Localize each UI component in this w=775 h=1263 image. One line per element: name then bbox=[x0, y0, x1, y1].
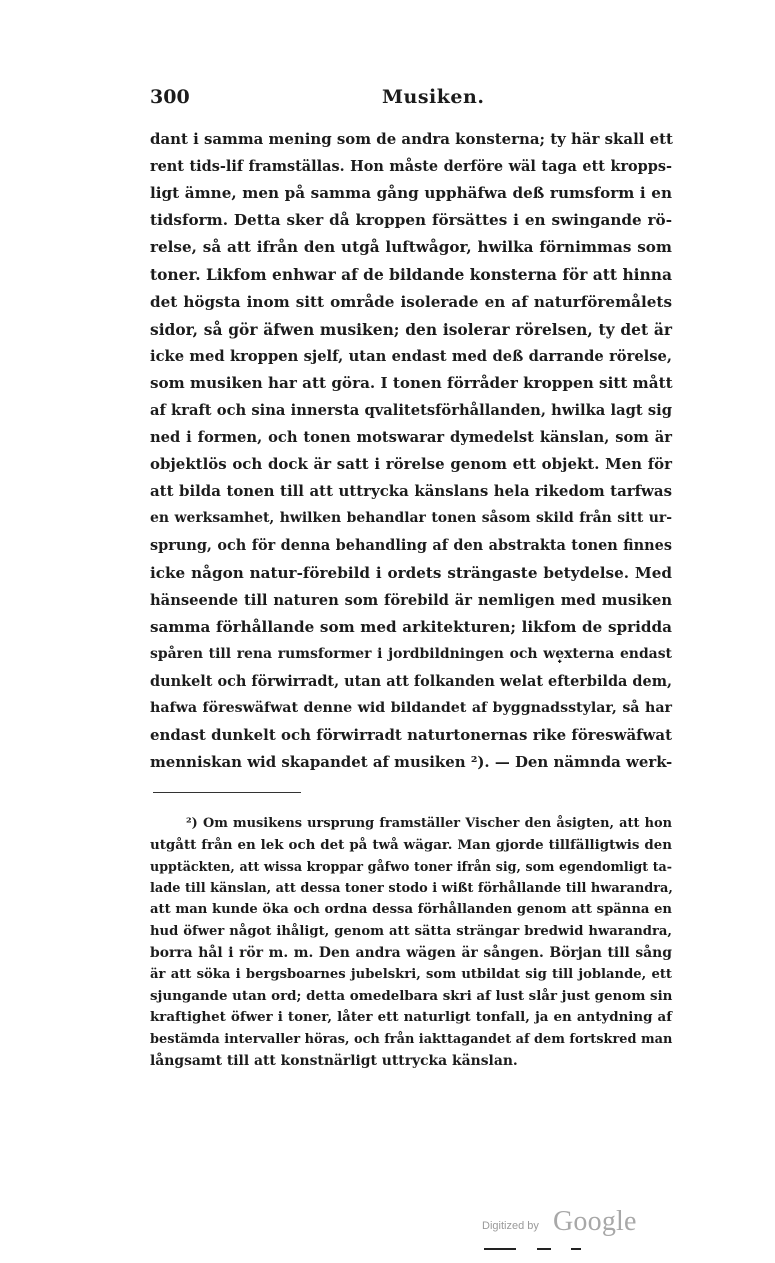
main-text bbox=[150, 126, 672, 776]
text-line: icke med kroppen sjelf, utan endast med deß darrande rörelse, bbox=[150, 347, 672, 365]
text-line: hänseende till naturen som förebild är nemligen med musiken bbox=[150, 591, 672, 609]
digitized-watermark bbox=[476, 1206, 676, 1246]
page-header bbox=[150, 86, 670, 116]
text-line: objektlös och dock är satt i rörelse genom ett objekt. Men för bbox=[150, 455, 672, 474]
footnote-separator bbox=[153, 792, 301, 793]
text-line: endast dunkelt och förwirradt naturtonernas rike föreswäfwat bbox=[150, 726, 672, 745]
text-line: sprung, och för denna behandling af den abstrakta tonen finnes bbox=[150, 537, 672, 555]
footnote-line: upptäckten, att wissa kroppar gåfwo toner ifrån sig, som egendomligt ta- bbox=[150, 859, 672, 875]
text-line: sidor, så gör äfwen musiken; den isolerar rörelsen, ty det är bbox=[150, 319, 672, 339]
scan-mark bbox=[537, 1248, 551, 1250]
text-line: dant i samma mening som de andra konsterna; ty här skall ett bbox=[150, 130, 673, 148]
text-line: dunkelt och förwirradt, utan att folkanden welat efterbilda dem, bbox=[150, 672, 673, 690]
footnote-line: långsamt till att konstnärligt uttrycka känslan. bbox=[150, 1052, 518, 1069]
text-line: det högsta inom sitt område isolerade en af naturföremålets bbox=[150, 292, 672, 311]
text-line: spåren till rena rumsformer i jordbildningen och we̟xterna endast bbox=[150, 645, 672, 662]
scan-mark bbox=[484, 1248, 516, 1250]
scan-mark bbox=[571, 1248, 581, 1250]
text-line: att bilda tonen till att uttrycka känslans hela rikedom tarfwas bbox=[150, 482, 672, 501]
scan-marks bbox=[484, 1248, 594, 1252]
footnote-line: lade till känslan, att dessa toner stodo i wißt förhållande till hwarandra, bbox=[150, 880, 673, 896]
footnote-line: är att söka i bergsboarnes jubelskri, som utbildat sig till joblande, ett bbox=[150, 967, 672, 983]
text-line: menniskan wid skapandet af musiken ²). — Den nämnda werk- bbox=[150, 753, 673, 772]
footnote-line: borra hål i rör m. m. Den andra wägen är sången. Början till sång bbox=[150, 944, 672, 961]
footnote-line: hud öfwer något ihåligt, genom att sätta strängar bredwid hwarandra, bbox=[150, 923, 672, 939]
text-line: af kraft och sina innersta qvalitetsförhållanden, hwilka lagt sig bbox=[150, 401, 672, 419]
text-line: en werksamhet, hwilken behandlar tonen såsom skild från sitt ur- bbox=[150, 510, 672, 527]
footnote-line: ²) Om musikens ursprung framställer Vischer den åsigten, att hon bbox=[186, 816, 672, 831]
text-line: samma förhållande som med arkitekturen; likfom de spridda bbox=[150, 617, 672, 636]
text-line: relse, så att ifrån den utgå luftwågor, hwilka förnimmas som bbox=[150, 238, 672, 257]
running-title: Musiken. bbox=[382, 86, 485, 108]
digitized-by-text: Digitized by bbox=[482, 1220, 539, 1232]
text-line: ligt ämne, men på samma gång upphäfwa deß rumsform i en bbox=[150, 184, 672, 203]
text-line: icke någon natur-förebild i ordets strängaste betydelse. Med bbox=[150, 563, 672, 582]
footnote-line: sjungande utan ord; detta omedelbara skri af lust slår just genom sin bbox=[150, 987, 673, 1004]
footnote-line: utgått från en lek och det på twå wägar. Man gjorde tillfälligtwis den bbox=[150, 836, 672, 853]
footnote-line: kraftighet öfwer i toner, låter ett naturligt tonfall, ja en antydning af bbox=[150, 1009, 672, 1026]
google-logo: Google bbox=[553, 1206, 637, 1237]
text-line: som musiken har att göra. I tonen förråder kroppen sitt mått bbox=[150, 373, 673, 392]
text-line: tidsform. Detta sker då kroppen försättes i en swingande rö- bbox=[150, 211, 672, 230]
footnote-line: att man kunde öka och ordna dessa förhållanden genom att spänna en bbox=[150, 902, 672, 918]
footnote bbox=[150, 813, 672, 1072]
text-line: ned i formen, och tonen motswarar dymedelst känslan, som är bbox=[150, 429, 672, 447]
page-number: 300 bbox=[150, 86, 190, 108]
text-line: hafwa föreswäfwat denne wid bildandet af byggnadsstylar, så har bbox=[150, 699, 672, 716]
text-line: rent tids-lif framställas. Hon måste derföre wäl taga ett kropps- bbox=[150, 158, 672, 176]
text-line: toner. Likfom enhwar af de bildande konsterna för att hinna bbox=[150, 265, 672, 285]
footnote-line: bestämda intervaller höras, och från iakttagandet af dem fortskred man bbox=[150, 1031, 673, 1047]
